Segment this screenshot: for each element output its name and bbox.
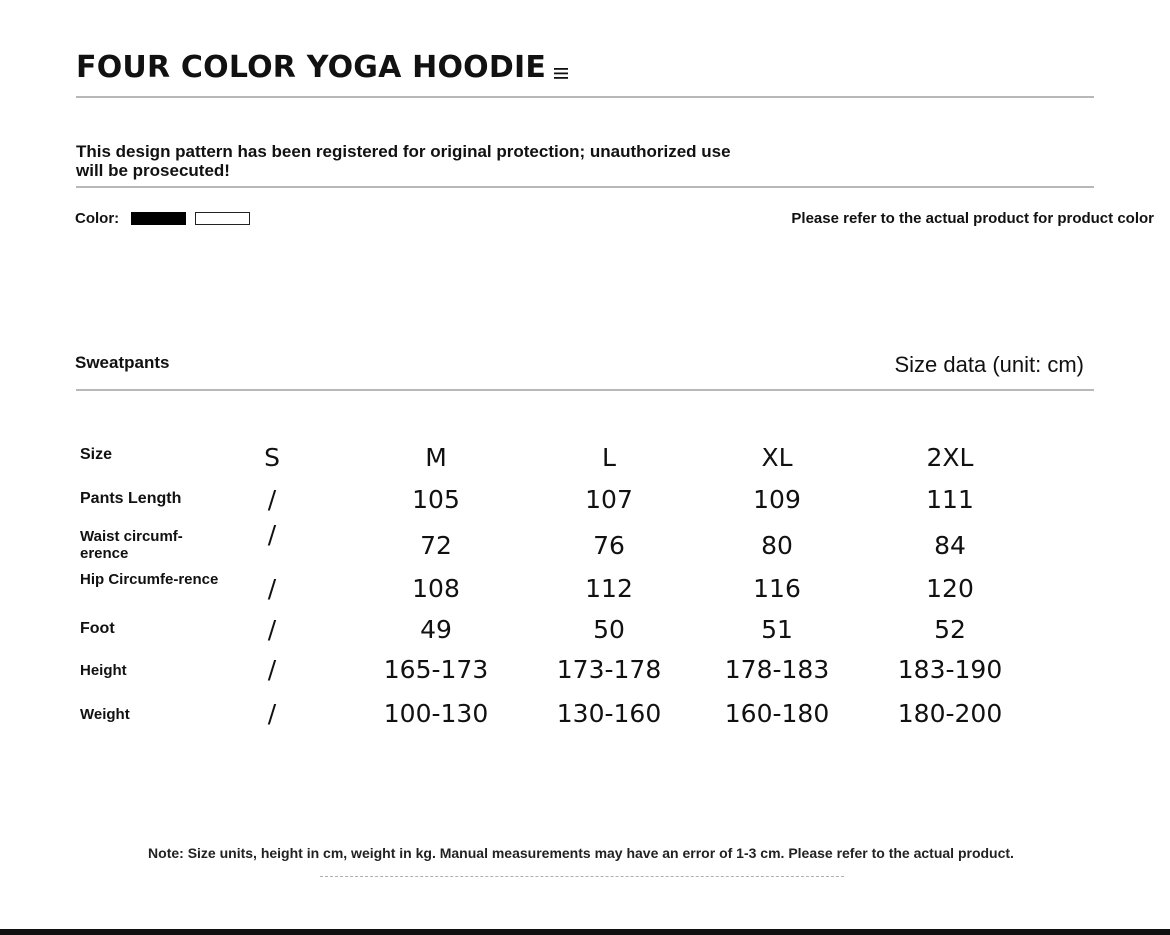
table-cell: 52	[934, 615, 966, 644]
table-cell: 108	[412, 574, 460, 603]
table-cell: 180-200	[897, 699, 1003, 728]
row-label: Hip Circumfe-rence	[80, 571, 219, 588]
row-label: Height	[80, 662, 127, 679]
copyright-notice: This design pattern has been registered for original protection; unauthorized use will be prosecuted!	[76, 142, 731, 180]
table-cell: 120	[926, 574, 974, 603]
table-cell: 80	[761, 531, 793, 560]
footnote-dashed-divider	[320, 876, 844, 877]
row-label: Pants Length	[80, 490, 182, 507]
table-cell: 178-183	[724, 655, 830, 684]
table-cell: /	[267, 655, 277, 684]
size-section-divider	[76, 389, 1094, 391]
category-label: Sweatpants	[75, 353, 170, 372]
table-cell: /	[267, 699, 277, 728]
product-title	[76, 50, 568, 87]
color-note: Please refer to the actual product for product color	[791, 210, 1154, 227]
color-swatch-black[interactable]	[131, 212, 186, 225]
row-label: Waist circumf-erence	[80, 528, 183, 562]
table-cell: 49	[420, 615, 452, 644]
table-cell: /	[267, 520, 277, 549]
size-header-cell: M	[425, 443, 447, 472]
table-cell: 165-173	[383, 655, 489, 684]
size-header-cell: L	[602, 443, 616, 472]
menu-lines-icon	[554, 52, 568, 87]
table-cell: 50	[593, 615, 625, 644]
table-cell: 105	[412, 485, 460, 514]
table-cell: 84	[934, 531, 966, 560]
table-cell: 76	[593, 531, 625, 560]
row-label: Weight	[80, 706, 130, 723]
table-cell: 111	[926, 485, 974, 514]
bottom-border-bar	[0, 929, 1170, 935]
size-header-cell: S	[264, 443, 280, 472]
notice-divider	[76, 186, 1094, 188]
table-cell: 130-160	[556, 699, 662, 728]
table-cell: 173-178	[556, 655, 662, 684]
table-cell: 160-180	[724, 699, 830, 728]
size-header-label: Size	[80, 446, 113, 463]
color-swatch-white[interactable]	[195, 212, 250, 225]
table-cell: /	[267, 485, 277, 514]
table-cell: 72	[420, 531, 452, 560]
row-label: Foot	[80, 620, 115, 637]
product-title-text: FOUR COLOR YOGA HOODIE	[76, 50, 547, 85]
table-cell: /	[267, 615, 277, 644]
table-cell: 51	[761, 615, 793, 644]
table-cell: 107	[585, 485, 633, 514]
table-cell: 100-130	[383, 699, 489, 728]
table-cell: 183-190	[897, 655, 1003, 684]
table-cell: /	[267, 574, 277, 603]
size-header-cell: XL	[761, 443, 793, 472]
size-header-cell: 2XL	[926, 443, 974, 472]
color-label: Color:	[75, 210, 120, 227]
table-cell: 109	[753, 485, 801, 514]
measurement-footnote: Note: Size units, height in cm, weight in kg. Manual measurements may have an error of 1-3 cm. Please refer to the actual product.	[148, 845, 1014, 861]
table-cell: 116	[753, 574, 801, 603]
size-data-heading: Size data (unit: cm)	[894, 352, 1084, 377]
table-cell: 112	[585, 574, 633, 603]
title-divider	[76, 96, 1094, 98]
